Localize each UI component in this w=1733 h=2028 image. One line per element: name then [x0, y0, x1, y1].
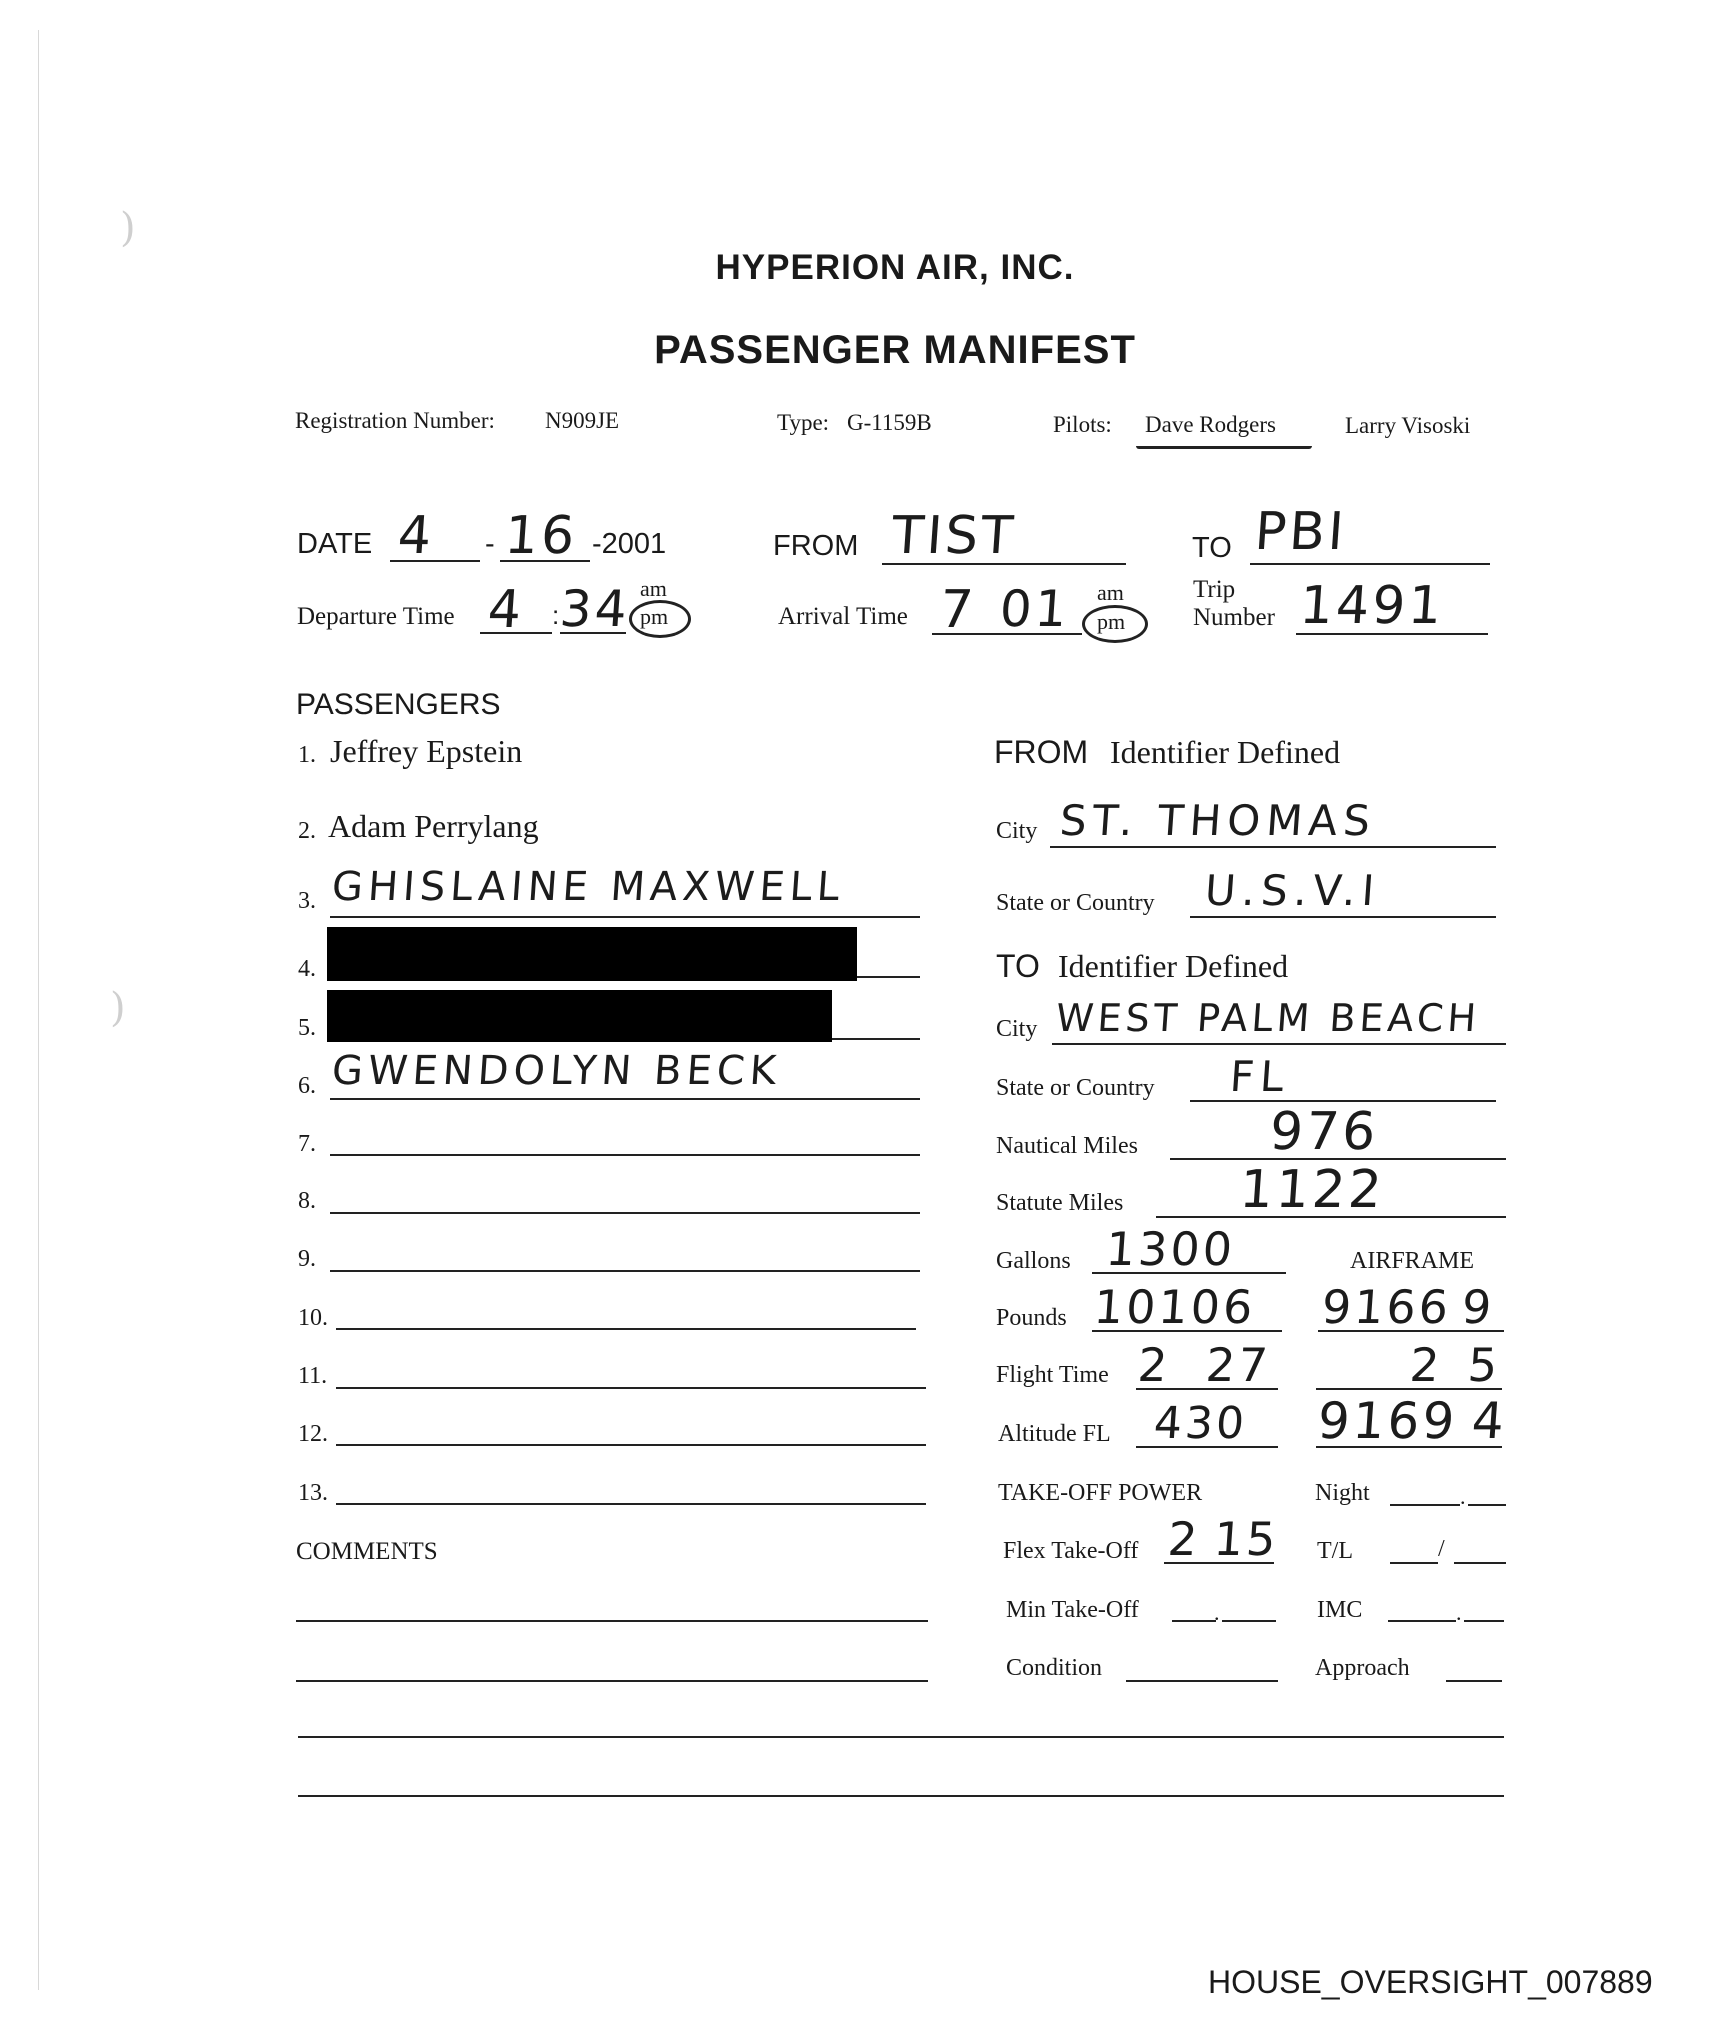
min-line-b [1222, 1620, 1276, 1622]
arrival-label: Arrival Time [778, 603, 908, 630]
trip-number: 1491 [1297, 576, 1447, 636]
comments-line [298, 1736, 1504, 1738]
night-line-b [1468, 1504, 1506, 1506]
airframe-2-decimal: 5 [1466, 1338, 1503, 1392]
date-year: -2001 [592, 528, 667, 560]
passenger-num: 1. [298, 742, 316, 768]
flight-time-hours: 2 [1136, 1338, 1173, 1392]
date-label: DATE [297, 528, 373, 560]
pounds-label: Pounds [996, 1305, 1067, 1331]
tl-slash: / [1438, 1536, 1445, 1562]
redaction-box [327, 927, 857, 981]
imc-line-b [1464, 1620, 1504, 1622]
min-takeoff-label: Min Take-Off [1006, 1597, 1139, 1623]
passenger-name: GHISLAINE MAXWELL [330, 864, 846, 910]
passenger-num: 13. [298, 1480, 328, 1506]
pounds-value: 10106 [1092, 1280, 1258, 1334]
from-state-line [1190, 916, 1496, 918]
passenger-num: 12. [298, 1421, 328, 1447]
departure-hour: 4 [485, 580, 527, 640]
airframe-3-decimal: 4 [1469, 1392, 1509, 1450]
imc-line-a [1388, 1620, 1456, 1622]
flex-value-a: 2 [1166, 1512, 1203, 1566]
gallons-value: 1300 [1104, 1222, 1237, 1276]
bates-number: HOUSE_OVERSIGHT_007889 [1208, 1964, 1653, 2000]
passenger-num: 5. [298, 1015, 316, 1041]
arrival-pm: pm [1097, 609, 1126, 634]
passenger-line [330, 1212, 920, 1214]
condition-line [1126, 1680, 1278, 1682]
to-state-label: State or Country [996, 1075, 1155, 1101]
scan-edge [38, 30, 39, 1990]
tl-line-a [1390, 1562, 1438, 1564]
scan-mark: ) [120, 205, 136, 251]
from-state-label: State or Country [996, 890, 1155, 916]
airframe-3: 9169 [1315, 1392, 1460, 1450]
altitude-label: Altitude FL [998, 1421, 1111, 1447]
passenger-line [336, 1503, 926, 1505]
departure-pm-circle [629, 600, 691, 638]
departure-pm: pm [640, 604, 669, 629]
comments-label: COMMENTS [296, 1538, 438, 1565]
statute-label: Statute Miles [996, 1190, 1124, 1216]
night-label: Night [1315, 1480, 1370, 1506]
from-city: ST. THOMAS [1058, 796, 1378, 845]
pilot-underline [1136, 446, 1312, 449]
statute-value: 1122 [1237, 1160, 1387, 1220]
min-dot: . [1214, 1600, 1220, 1625]
passenger-num: 7. [298, 1131, 316, 1157]
imc-dot: . [1456, 1600, 1462, 1625]
passenger-name: Jeffrey Epstein [330, 733, 523, 769]
trip-label-2: Number [1193, 604, 1275, 631]
pilot-1: Dave Rodgers [1145, 412, 1276, 437]
passenger-line [336, 1444, 926, 1446]
from-city-line [1050, 846, 1496, 848]
from-city-label: City [996, 818, 1038, 844]
passenger-num: 3. [298, 888, 316, 914]
arrival-minute: 01 [997, 580, 1072, 638]
passenger-num: 4. [298, 956, 316, 982]
arrival-pm-circle [1082, 605, 1148, 643]
flex-value-b: 15 [1212, 1512, 1281, 1566]
night-dot: . [1460, 1484, 1466, 1509]
trip-label-1: Trip [1193, 576, 1236, 603]
passenger-num: 6. [298, 1073, 316, 1099]
to-city: WEST PALM BEACH [1054, 996, 1482, 1040]
airframe-1-decimal: 9 [1460, 1280, 1497, 1334]
passenger-line [330, 1098, 920, 1100]
pilots-label: Pilots: [1053, 412, 1112, 437]
aircraft-type: G-1159B [847, 410, 932, 435]
passenger-line [330, 1270, 920, 1272]
from-value: TIST [889, 506, 1018, 566]
passenger-num: 11. [298, 1363, 328, 1389]
approach-label: Approach [1315, 1655, 1410, 1681]
pilot-2: Larry Visoski [1345, 413, 1471, 438]
nautical-label: Nautical Miles [996, 1133, 1138, 1159]
date-day: 16 [502, 506, 580, 566]
to-identifier-heading-a: TO [996, 948, 1040, 984]
departure-colon: : [552, 600, 560, 630]
redaction-box [327, 990, 832, 1042]
to-state: FL [1228, 1052, 1292, 1101]
flight-time-label: Flight Time [996, 1362, 1109, 1388]
passenger-num: 9. [298, 1246, 316, 1272]
from-identifier-heading-a: FROM [994, 734, 1089, 770]
tl-label: T/L [1317, 1538, 1353, 1564]
date-month: 4 [395, 506, 437, 566]
gallons-label: Gallons [996, 1248, 1071, 1274]
registration-number: N909JE [545, 408, 620, 433]
scan-mark: ) [110, 985, 126, 1031]
passenger-line [336, 1387, 926, 1389]
altitude-value: 430 [1152, 1398, 1249, 1449]
to-city-label: City [996, 1016, 1038, 1042]
departure-label: Departure Time [297, 603, 455, 630]
passenger-num: 2. [298, 818, 316, 844]
date-dash: - [485, 528, 495, 560]
to-city-line [1052, 1043, 1506, 1045]
departure-am: am [640, 576, 667, 601]
approach-line [1446, 1680, 1502, 1682]
arrival-hour: 7 [937, 580, 979, 640]
company-name: HYPERION AIR, INC. [715, 248, 1075, 287]
comments-line [296, 1620, 928, 1622]
airframe-2: 2 [1408, 1338, 1445, 1392]
takeoff-power-label: TAKE-OFF POWER [998, 1480, 1203, 1506]
airframe-label: AIRFRAME [1350, 1248, 1475, 1274]
tl-line-b [1454, 1562, 1506, 1564]
passenger-name: Adam Perrylang [328, 808, 539, 844]
passenger-num: 8. [298, 1188, 316, 1214]
passengers-label: PASSENGERS [296, 688, 501, 721]
nautical-value: 976 [1267, 1102, 1381, 1162]
passenger-num: 10. [298, 1305, 328, 1331]
condition-label: Condition [1006, 1655, 1103, 1681]
passenger-line [330, 1154, 920, 1156]
to-label: TO [1192, 532, 1232, 564]
to-line [1250, 563, 1490, 565]
passenger-name: GWENDOLYN BECK [330, 1048, 783, 1094]
airframe-1: 9166 [1320, 1280, 1453, 1334]
flex-takeoff-label: Flex Take-Off [1003, 1538, 1139, 1564]
flight-time-minutes: 27 [1204, 1338, 1273, 1392]
departure-minute: 34 [557, 580, 632, 638]
from-identifier-heading-b: Identifier Defined [1110, 734, 1341, 770]
to-identifier-heading-b: Identifier Defined [1058, 948, 1289, 984]
from-state: U.S.V.I [1203, 866, 1382, 915]
comments-line [296, 1680, 928, 1682]
page-title: PASSENGER MANIFEST [654, 328, 1136, 372]
registration-label: Registration Number: [295, 408, 495, 433]
from-label: FROM [773, 530, 859, 562]
imc-label: IMC [1317, 1597, 1363, 1623]
type-label: Type: [777, 410, 830, 435]
min-line-a [1172, 1620, 1216, 1622]
passenger-line [336, 1328, 916, 1330]
comments-line [298, 1795, 1504, 1797]
to-value: PBI [1252, 502, 1349, 562]
passenger-line [330, 916, 920, 918]
arrival-am: am [1097, 580, 1124, 605]
night-line-a [1390, 1504, 1460, 1506]
